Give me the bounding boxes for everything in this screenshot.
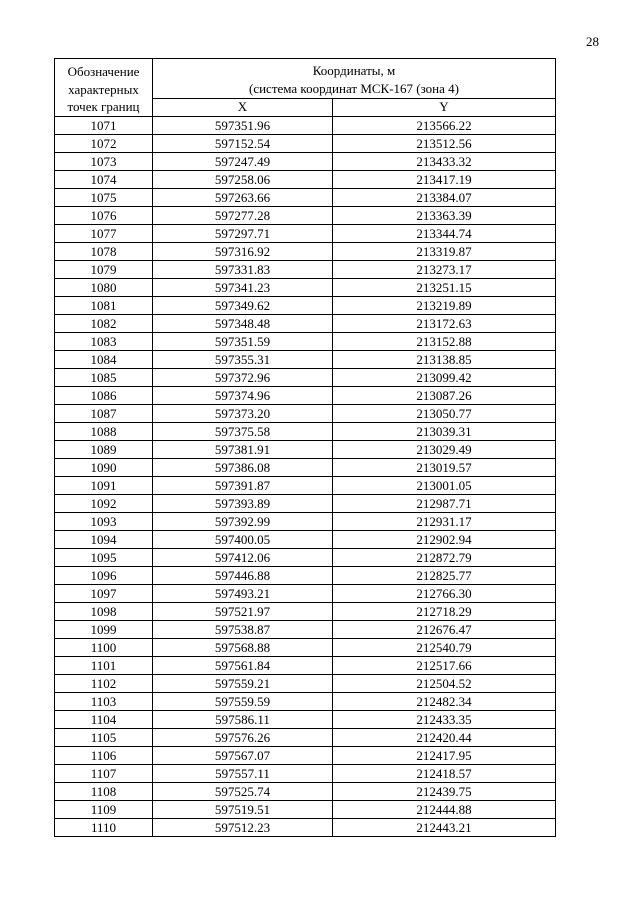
y-coordinate-cell: 212504.52 [333, 674, 556, 692]
y-coordinate-cell: 212987.71 [333, 494, 556, 512]
point-id-cell: 1095 [55, 548, 153, 566]
x-coordinate-cell: 597258.06 [153, 170, 333, 188]
y-coordinate-cell: 212931.17 [333, 512, 556, 530]
y-coordinate-cell: 212482.34 [333, 692, 556, 710]
point-id-cell: 1108 [55, 782, 153, 800]
y-coordinate-cell: 212417.95 [333, 746, 556, 764]
x-coordinate-cell: 597493.21 [153, 584, 333, 602]
x-coordinate-cell: 597567.07 [153, 746, 333, 764]
x-coordinate-cell: 597525.74 [153, 782, 333, 800]
x-coordinate-cell: 597316.92 [153, 242, 333, 260]
header-point-line-2: характерных [68, 81, 139, 97]
table-row [55, 710, 556, 728]
table-row [55, 350, 556, 368]
point-id-cell: 1074 [55, 170, 153, 188]
x-coordinate-cell: 597557.11 [153, 764, 333, 782]
x-coordinate-cell: 597519.51 [153, 800, 333, 818]
x-coordinate-cell: 597341.23 [153, 278, 333, 296]
point-id-cell: 1105 [55, 728, 153, 746]
table-row [55, 458, 556, 476]
x-coordinate-cell: 597351.96 [153, 116, 333, 134]
x-coordinate-cell: 597576.26 [153, 728, 333, 746]
y-coordinate-cell: 212540.79 [333, 638, 556, 656]
point-id-cell: 1084 [55, 350, 153, 368]
table-row [55, 656, 556, 674]
coordinates-table [54, 58, 556, 837]
x-coordinate-cell: 597521.97 [153, 602, 333, 620]
point-id-cell: 1093 [55, 512, 153, 530]
y-coordinate-cell: 213384.07 [333, 188, 556, 206]
point-id-cell: 1102 [55, 674, 153, 692]
header-point-line-1: Обозначение [67, 64, 140, 79]
y-coordinate-cell: 212872.79 [333, 548, 556, 566]
table-row [55, 170, 556, 188]
y-coordinate-cell: 213363.39 [333, 206, 556, 224]
x-coordinate-cell: 597391.87 [153, 476, 333, 494]
point-id-cell: 1085 [55, 368, 153, 386]
y-coordinate-cell: 213417.19 [333, 170, 556, 188]
x-coordinate-cell: 597538.87 [153, 620, 333, 638]
header-x: X [153, 99, 333, 116]
table-row [55, 602, 556, 620]
y-coordinate-cell: 212418.57 [333, 764, 556, 782]
y-coordinate-cell: 213319.87 [333, 242, 556, 260]
table-row [55, 224, 556, 242]
point-id-cell: 1100 [55, 638, 153, 656]
y-coordinate-cell: 212433.35 [333, 710, 556, 728]
table-row [55, 332, 556, 350]
table-row [55, 188, 556, 206]
y-coordinate-cell: 212902.94 [333, 530, 556, 548]
table-row [55, 746, 556, 764]
point-id-cell: 1110 [55, 818, 153, 836]
point-id-cell: 1094 [55, 530, 153, 548]
point-id-cell: 1071 [55, 116, 153, 134]
y-coordinate-cell: 213344.74 [333, 224, 556, 242]
point-id-cell: 1092 [55, 494, 153, 512]
table-row [55, 152, 556, 170]
point-id-cell: 1089 [55, 440, 153, 458]
point-id-cell: 1107 [55, 764, 153, 782]
table-row [55, 242, 556, 260]
y-coordinate-cell: 213219.89 [333, 296, 556, 314]
header-coordinates-line-1: Координаты, м [312, 63, 396, 78]
y-coordinate-cell: 212718.29 [333, 602, 556, 620]
table-row [55, 638, 556, 656]
point-id-cell: 1080 [55, 278, 153, 296]
x-coordinate-cell: 597372.96 [153, 368, 333, 386]
point-id-cell: 1096 [55, 566, 153, 584]
point-id-cell: 1076 [55, 206, 153, 224]
table-row [55, 494, 556, 512]
point-id-cell: 1101 [55, 656, 153, 674]
header-coordinates-line-2: (система координат МСК-167 (зона 4) [249, 80, 459, 96]
table-row [55, 116, 556, 134]
point-id-cell: 1072 [55, 134, 153, 152]
table-row [55, 368, 556, 386]
y-coordinate-cell: 213087.26 [333, 386, 556, 404]
y-coordinate-cell: 212517.66 [333, 656, 556, 674]
x-coordinate-cell: 597351.59 [153, 332, 333, 350]
page-number: 28 [586, 34, 599, 49]
header-point-designation [55, 59, 153, 117]
y-coordinate-cell: 213039.31 [333, 422, 556, 440]
table-row [55, 314, 556, 332]
y-coordinate-cell: 213138.85 [333, 350, 556, 368]
table-row [55, 548, 556, 566]
x-coordinate-cell: 597446.88 [153, 566, 333, 584]
point-id-cell: 1106 [55, 746, 153, 764]
table-row [55, 728, 556, 746]
point-id-cell: 1103 [55, 692, 153, 710]
x-coordinate-cell: 597392.99 [153, 512, 333, 530]
y-coordinate-cell: 213019.57 [333, 458, 556, 476]
x-coordinate-cell: 597559.21 [153, 674, 333, 692]
y-coordinate-cell: 212825.77 [333, 566, 556, 584]
point-id-cell: 1104 [55, 710, 153, 728]
table-row [55, 260, 556, 278]
x-coordinate-cell: 597373.20 [153, 404, 333, 422]
point-id-cell: 1075 [55, 188, 153, 206]
x-coordinate-cell: 597374.96 [153, 386, 333, 404]
y-coordinate-cell: 213152.88 [333, 332, 556, 350]
y-coordinate-cell: 212439.75 [333, 782, 556, 800]
y-coordinate-cell: 212676.47 [333, 620, 556, 638]
table-row [55, 476, 556, 494]
point-id-cell: 1109 [55, 800, 153, 818]
x-coordinate-cell: 597331.83 [153, 260, 333, 278]
y-coordinate-cell: 213512.56 [333, 134, 556, 152]
point-id-cell: 1081 [55, 296, 153, 314]
table-row [55, 674, 556, 692]
table-body [55, 116, 556, 836]
table-row [55, 134, 556, 152]
table-row [55, 278, 556, 296]
table-row [55, 440, 556, 458]
header-row-top [55, 59, 556, 99]
y-coordinate-cell: 213029.49 [333, 440, 556, 458]
x-coordinate-cell: 597375.58 [153, 422, 333, 440]
table-row [55, 530, 556, 548]
x-coordinate-cell: 597412.06 [153, 548, 333, 566]
point-id-cell: 1086 [55, 386, 153, 404]
table-row [55, 566, 556, 584]
table-row [55, 404, 556, 422]
point-id-cell: 1083 [55, 332, 153, 350]
x-coordinate-cell: 597568.88 [153, 638, 333, 656]
point-id-cell: 1079 [55, 260, 153, 278]
table-row [55, 206, 556, 224]
y-coordinate-cell: 213172.63 [333, 314, 556, 332]
point-id-cell: 1097 [55, 584, 153, 602]
header-point-line-3: точек границ [67, 99, 140, 114]
table-row [55, 584, 556, 602]
x-coordinate-cell: 597381.91 [153, 440, 333, 458]
x-coordinate-cell: 597297.71 [153, 224, 333, 242]
table-row [55, 782, 556, 800]
x-coordinate-cell: 597263.66 [153, 188, 333, 206]
x-coordinate-cell: 597152.54 [153, 134, 333, 152]
point-id-cell: 1087 [55, 404, 153, 422]
y-coordinate-cell: 212443.21 [333, 818, 556, 836]
x-coordinate-cell: 597355.31 [153, 350, 333, 368]
header-y: Y [333, 99, 556, 116]
point-id-cell: 1098 [55, 602, 153, 620]
point-id-cell: 1082 [55, 314, 153, 332]
x-coordinate-cell: 597512.23 [153, 818, 333, 836]
table-header [55, 59, 556, 117]
table-row [55, 800, 556, 818]
x-coordinate-cell: 597349.62 [153, 296, 333, 314]
table-row [55, 692, 556, 710]
point-id-cell: 1073 [55, 152, 153, 170]
y-coordinate-cell: 213251.15 [333, 278, 556, 296]
x-coordinate-cell: 597386.08 [153, 458, 333, 476]
point-id-cell: 1090 [55, 458, 153, 476]
table-row [55, 764, 556, 782]
table-row [55, 818, 556, 836]
x-coordinate-cell: 597561.84 [153, 656, 333, 674]
y-coordinate-cell: 213566.22 [333, 116, 556, 134]
x-coordinate-cell: 597586.11 [153, 710, 333, 728]
y-coordinate-cell: 213273.17 [333, 260, 556, 278]
x-coordinate-cell: 597393.89 [153, 494, 333, 512]
point-id-cell: 1091 [55, 476, 153, 494]
y-coordinate-cell: 213001.05 [333, 476, 556, 494]
y-coordinate-cell: 213050.77 [333, 404, 556, 422]
table-row [55, 620, 556, 638]
point-id-cell: 1099 [55, 620, 153, 638]
y-coordinate-cell: 212444.88 [333, 800, 556, 818]
table-row [55, 296, 556, 314]
y-coordinate-cell: 212420.44 [333, 728, 556, 746]
x-coordinate-cell: 597348.48 [153, 314, 333, 332]
point-id-cell: 1088 [55, 422, 153, 440]
table-row [55, 512, 556, 530]
table-row [55, 386, 556, 404]
header-coordinates [153, 59, 556, 99]
y-coordinate-cell: 213099.42 [333, 368, 556, 386]
x-coordinate-cell: 597400.05 [153, 530, 333, 548]
y-coordinate-cell: 213433.32 [333, 152, 556, 170]
y-coordinate-cell: 212766.30 [333, 584, 556, 602]
point-id-cell: 1078 [55, 242, 153, 260]
x-coordinate-cell: 597277.28 [153, 206, 333, 224]
x-coordinate-cell: 597559.59 [153, 692, 333, 710]
x-coordinate-cell: 597247.49 [153, 152, 333, 170]
table-row [55, 422, 556, 440]
point-id-cell: 1077 [55, 224, 153, 242]
